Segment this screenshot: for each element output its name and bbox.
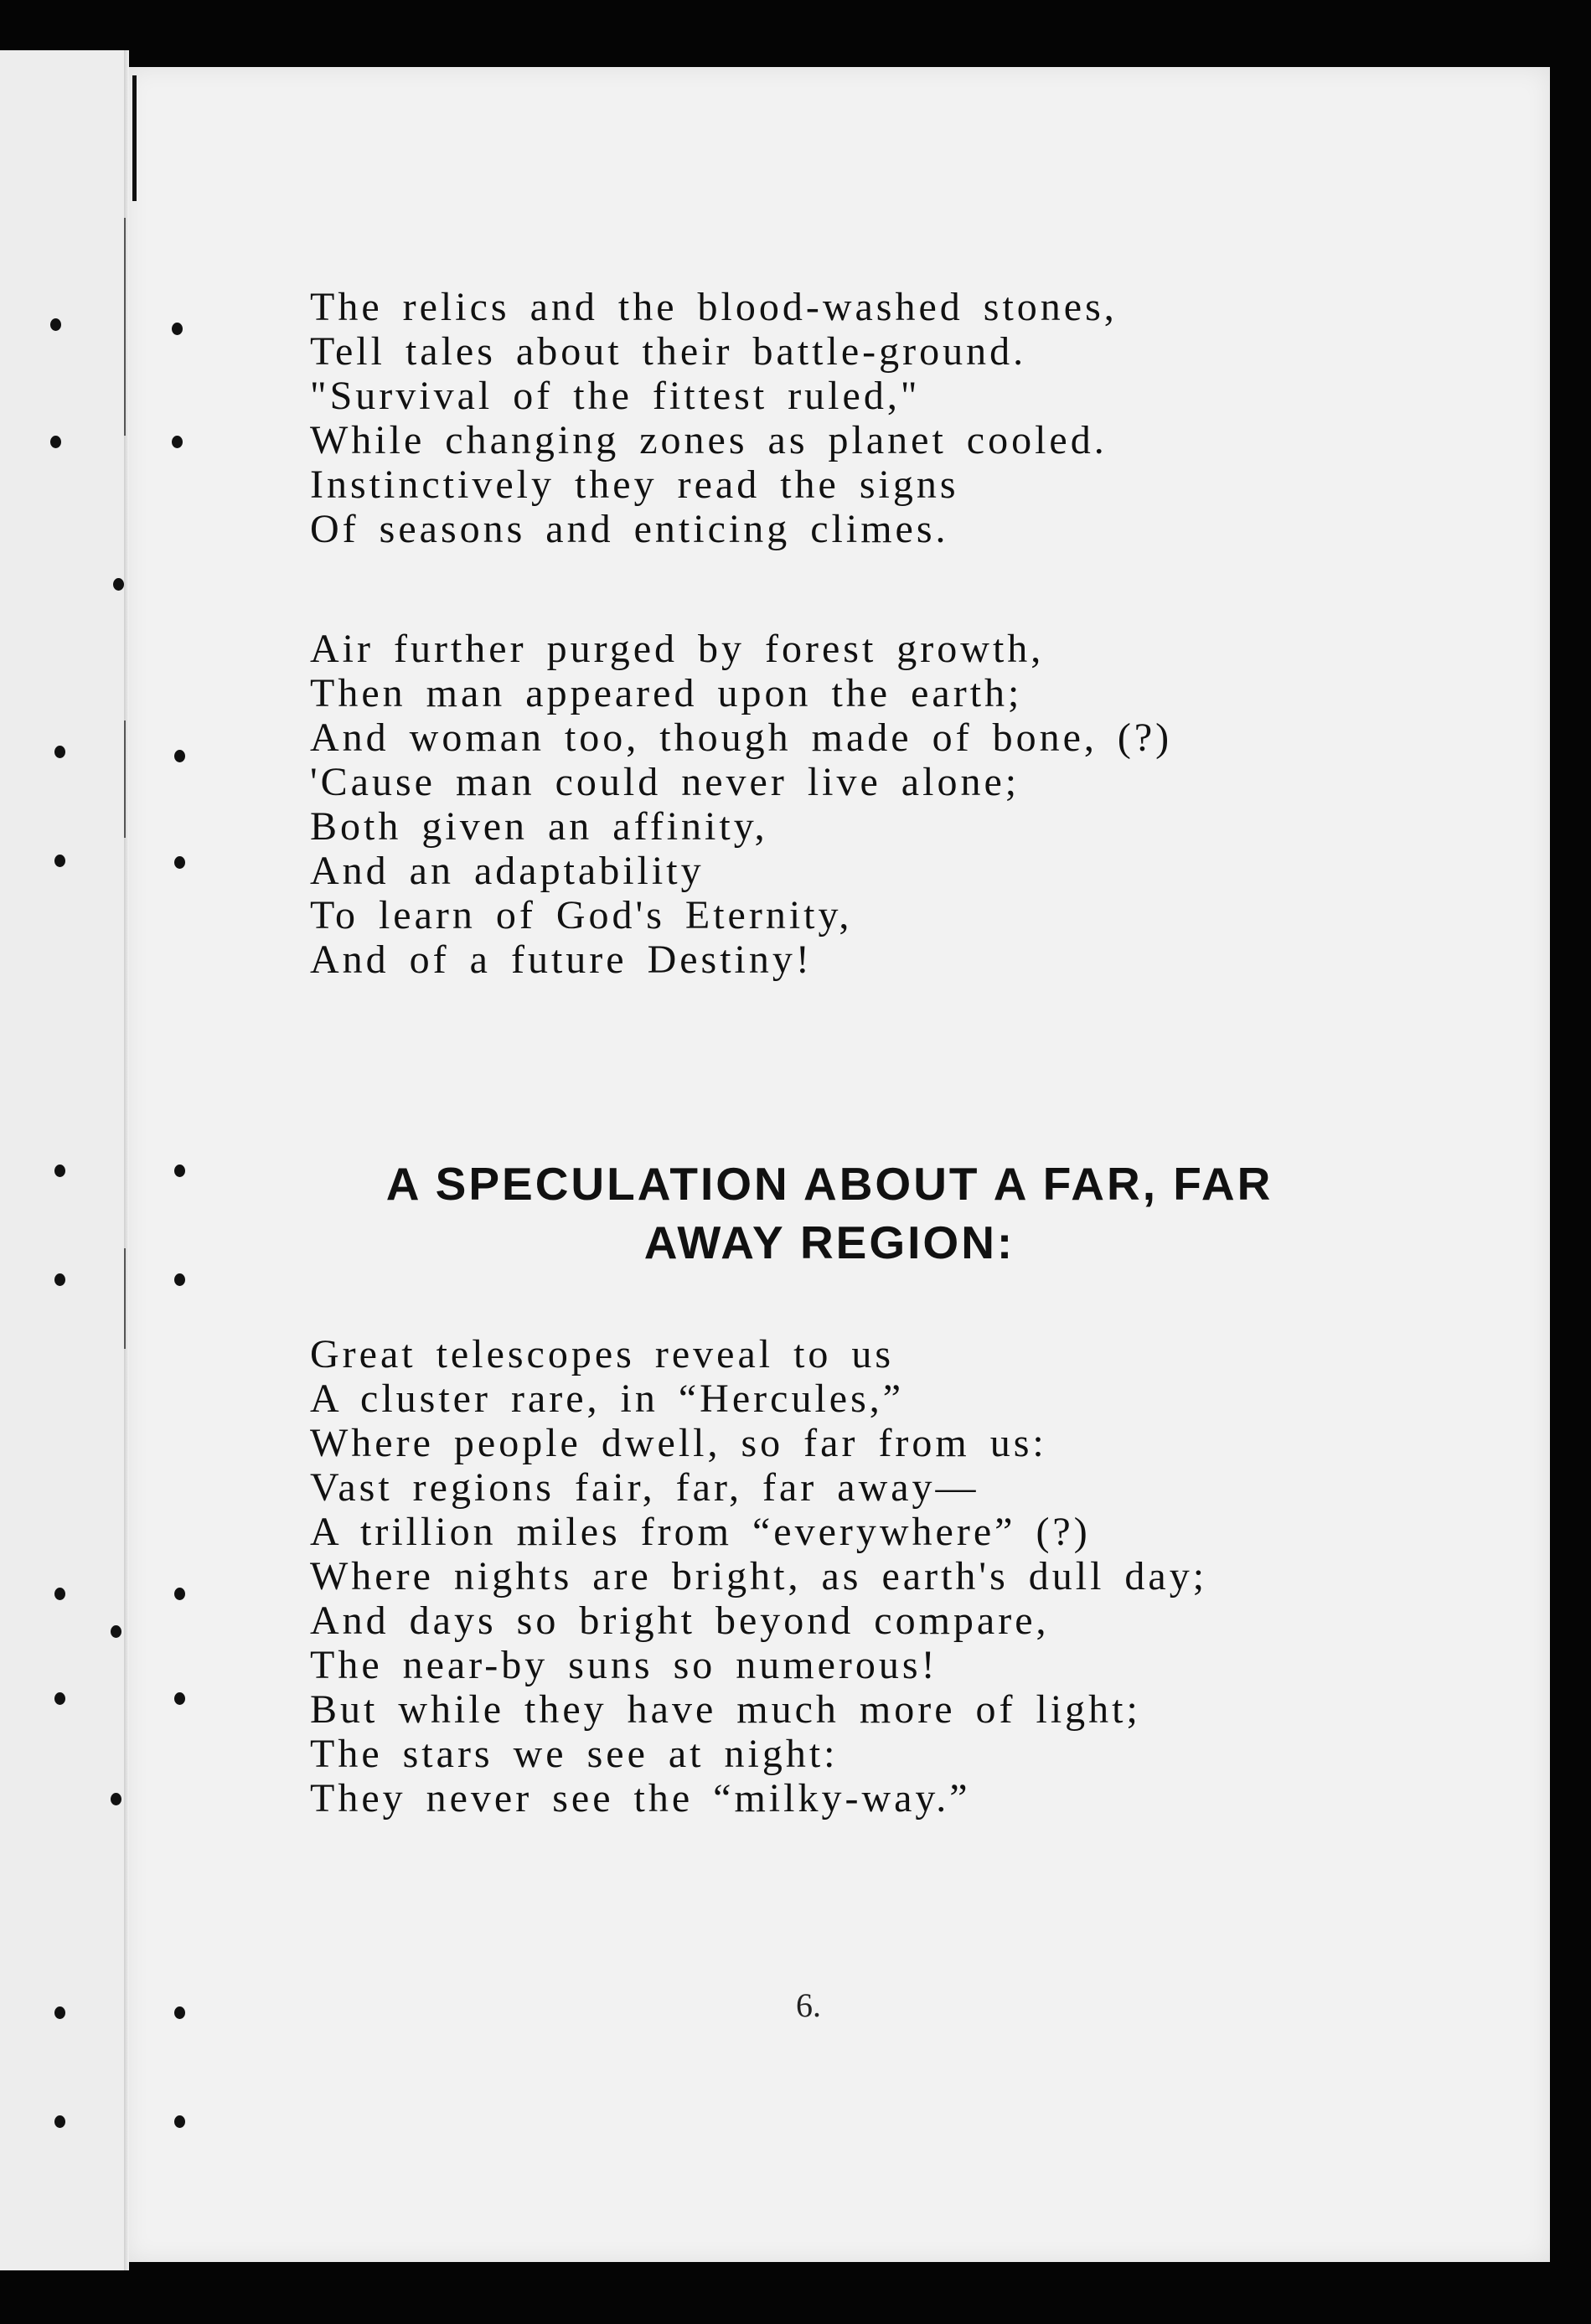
verse-line: And days so bright beyond compare, bbox=[310, 1598, 1050, 1643]
binding-hole bbox=[174, 856, 185, 869]
verse-line: Where people dwell, so far from us: bbox=[310, 1421, 1047, 1465]
binding-hole bbox=[54, 1165, 65, 1177]
page-number: 6. bbox=[796, 1986, 821, 2024]
verse-line: Of seasons and enticing climes. bbox=[310, 507, 949, 551]
binding-hole bbox=[54, 2006, 65, 2019]
binding-hole bbox=[174, 1165, 185, 1177]
verse-line: Instinctively they read the signs bbox=[310, 462, 959, 507]
binding-hole bbox=[174, 750, 185, 762]
binding-mark bbox=[132, 75, 137, 201]
fold-line-lower bbox=[124, 1248, 126, 1349]
verse-line: Air further purged by forest growth, bbox=[310, 627, 1045, 671]
previous-page-gutter bbox=[0, 50, 126, 2270]
binding-hole bbox=[113, 578, 124, 591]
stanza-relics bbox=[310, 285, 1118, 551]
binding-hole bbox=[172, 436, 183, 448]
verse-line: A cluster rare, in “Hercules,” bbox=[310, 1376, 905, 1421]
verse-line: The near-by suns so numerous! bbox=[310, 1643, 938, 1687]
verse-line: And woman too, though made of bone, (?) bbox=[310, 715, 1173, 760]
section-title-line: AWAY REGION: bbox=[643, 1216, 1015, 1268]
verse-line: And an adaptability bbox=[310, 849, 705, 893]
fold-line-upper bbox=[124, 218, 126, 436]
binding-hole bbox=[111, 1625, 121, 1638]
binding-hole bbox=[174, 2115, 185, 2128]
verse-line: Vast regions fair, far, far away— bbox=[310, 1465, 979, 1510]
verse-line: And of a future Destiny! bbox=[310, 937, 813, 982]
binding-hole bbox=[54, 855, 65, 867]
verse-line: Great telescopes reveal to us bbox=[310, 1332, 895, 1376]
verse-line: A trillion miles from “everywhere” (?) bbox=[310, 1510, 1091, 1554]
verse-line: While changing zones as planet cooled. bbox=[310, 418, 1108, 462]
binding-hole bbox=[172, 323, 183, 335]
verse-line: Tell tales about their battle-ground. bbox=[310, 329, 1027, 374]
binding-hole bbox=[174, 1273, 185, 1286]
stanza-man-and-woman bbox=[310, 627, 1172, 982]
binding-hole bbox=[111, 1793, 121, 1805]
binding-hole bbox=[54, 2115, 65, 2128]
verse-line: Then man appeared upon the earth; bbox=[310, 671, 1023, 715]
fold-line-middle bbox=[124, 720, 126, 838]
verse-line: 'Cause man could never live alone; bbox=[310, 760, 1020, 804]
binding-hole bbox=[54, 1588, 65, 1600]
binding-hole bbox=[54, 1692, 65, 1705]
section-title bbox=[251, 1154, 1408, 1272]
binding-hole bbox=[174, 1692, 185, 1705]
binding-hole bbox=[50, 318, 61, 331]
verse-line: The relics and the blood-washed stones, bbox=[310, 285, 1118, 329]
verse-line: But while they have much more of light; bbox=[310, 1687, 1141, 1732]
stanza-hercules bbox=[310, 1332, 1207, 1820]
binding-hole bbox=[54, 1273, 65, 1286]
verse-line: Both given an affinity, bbox=[310, 804, 768, 849]
verse-line: "Survival of the fittest ruled," bbox=[310, 374, 921, 418]
binding-hole bbox=[174, 1588, 185, 1600]
binding-hole bbox=[50, 436, 61, 448]
verse-line: The stars we see at night: bbox=[310, 1732, 839, 1776]
verse-line: They never see the “milky-way.” bbox=[310, 1776, 971, 1820]
verse-line: Where nights are bright, as earth's dull day; bbox=[310, 1554, 1208, 1598]
verse-line: To learn of God's Eternity, bbox=[310, 893, 853, 937]
binding-hole bbox=[174, 2006, 185, 2019]
section-title-line: A SPECULATION ABOUT A FAR, FAR bbox=[385, 1158, 1273, 1210]
binding-hole bbox=[54, 746, 65, 758]
